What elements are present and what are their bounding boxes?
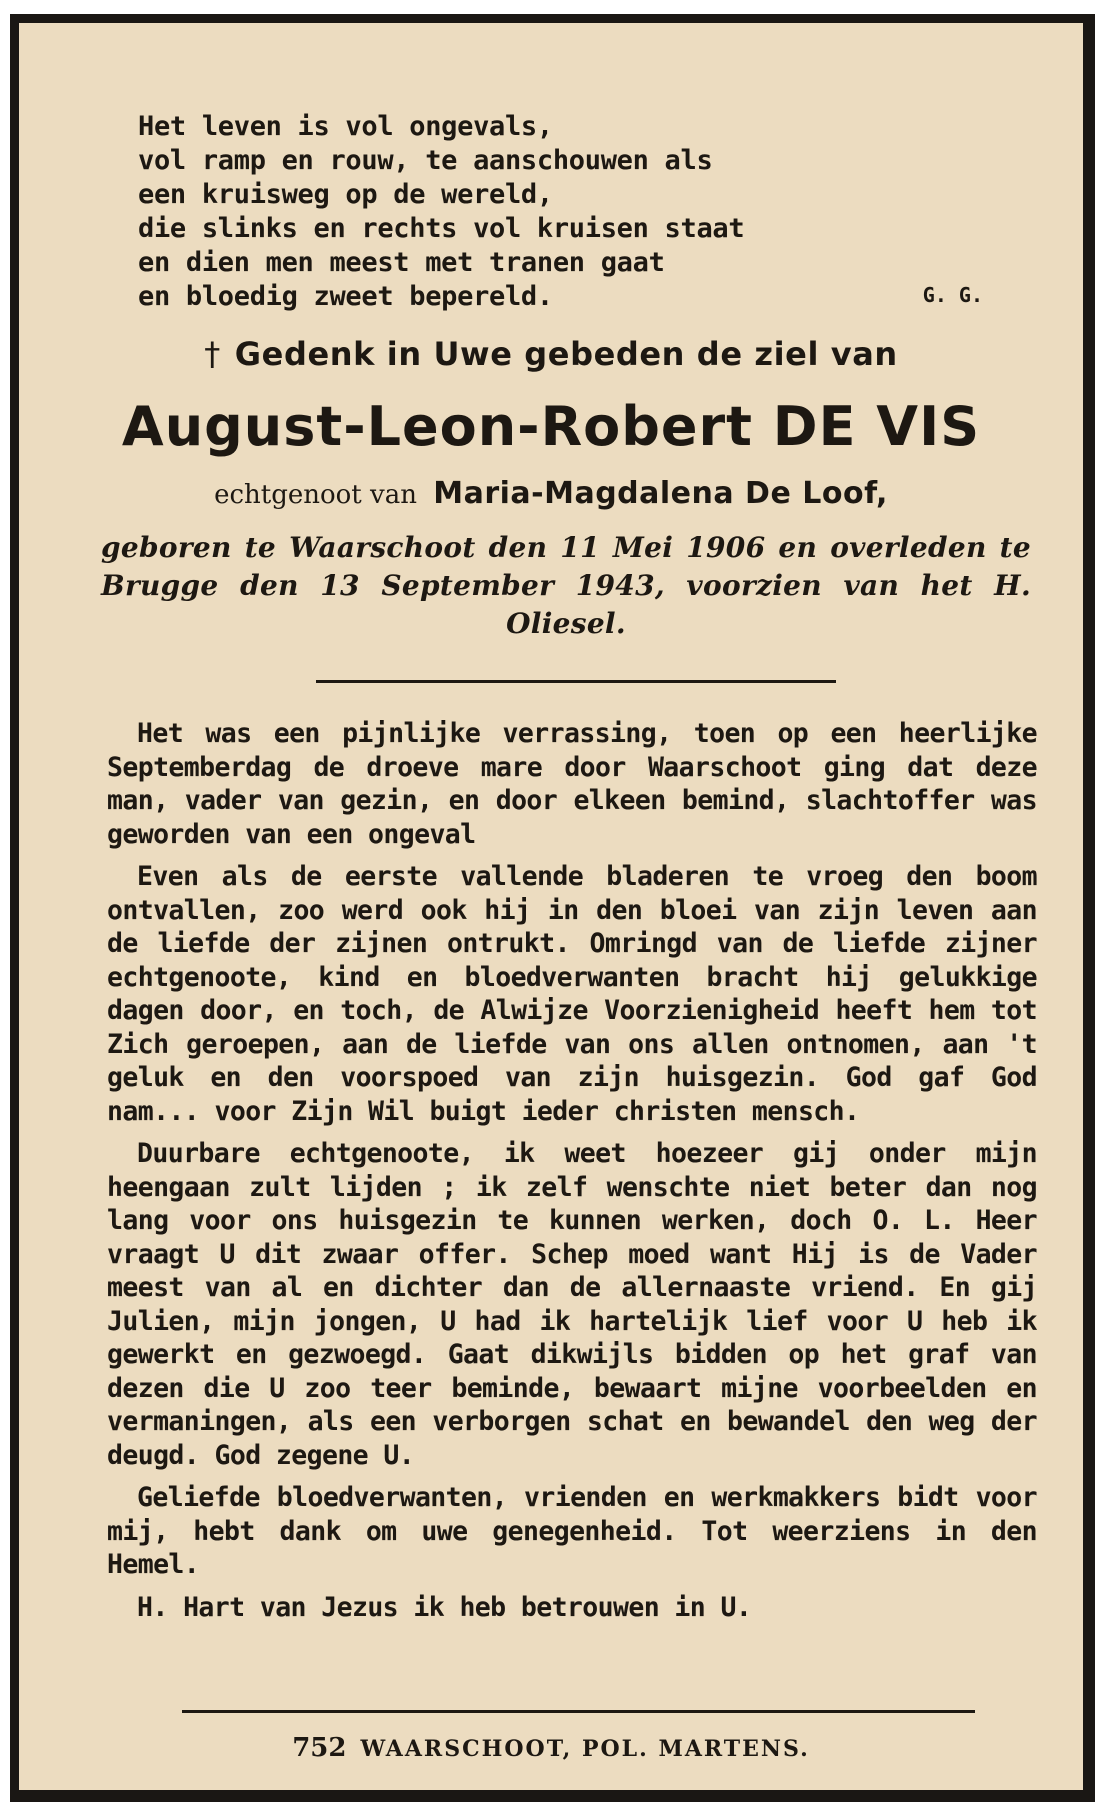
prayer-text: Gedenk in Uwe gebeden de ziel van [234, 335, 898, 373]
bottom-divider [182, 1710, 975, 1713]
poem-line: die slinks en rechts vol kruisen staat [138, 213, 745, 244]
poem-line: vol ramp en rouw, te aanschouwen als [138, 145, 713, 176]
memorial-text [107, 717, 1037, 1633]
poem-signature: G. G. [922, 283, 983, 307]
poem-line: een kruisweg op de wereld, [138, 179, 553, 210]
paragraph: Even als de eerste vallende bladeren te vroeg den boom ontvallen, zoo werd ook hij in den bloei van zijn leven aan de liefde der zijnen ontrukt. Omringd van de liefde zijner echtgenoote, kind en bloedverwanten bracht hij gelukkige dagen door, en toch, de Alwijze Voorzienigheid heeft hem tot Zich geroepen, aan de liefde van ons allen ontnomen, aan 't geluk en den voorspoed van zijn huisgezin. God gaf God nam... voor Zijn Wil buigt ieder christen mensch. [107, 861, 1037, 1127]
prayer-heading [19, 335, 1083, 373]
paragraph: Duurbare echtgenoote, ik weet hoezeer gij onder mijn heengaan zult lijden ; ik zelf wenschte niet beter dan nog lang voor ons huisgezin te kunnen werken, doch O. L. Heer vraagt U dit zwaar offer. Schep moed want Hij is de Vader meest van al en dichter dan de allernaaste vriend. En gij Julien, mijn jongen, U had ik hartelijk lief voor U heb ik gewerkt en gezwoegd. Gaat dikwijls bidden op het graf van dezen die U zoo teer beminde, bewaart mijne voorbeelden en vermaningen, als een verborgen schat en bewandel den weg der deugd. God zegene U. [107, 1138, 1037, 1471]
spouse-line [19, 476, 1083, 511]
paragraph: Geliefde bloedverwanten, vrienden en werkmakkers bidt voor mij, hebt dank om uwe genegenheid. Tot weerziens in den Hemel. [107, 1482, 1037, 1580]
poem-line: Het leven is vol ongevals, [138, 111, 553, 142]
deceased-name: August-Leon-Robert DE VIS [121, 395, 981, 458]
spouse-label: echtgenoot van [214, 480, 417, 510]
memorial-card [10, 14, 1095, 1802]
printer-imprint [19, 1733, 1083, 1763]
paragraph: H. Hart van Jezus ik heb betrouwen in U. [137, 1591, 752, 1623]
printer-number: 752 [292, 1733, 347, 1763]
poem [138, 110, 938, 314]
divider [316, 680, 836, 683]
printer-text: WAARSCHOOT, POL. MARTENS. [360, 1736, 810, 1762]
poem-line: en dien men meest met tranen gaat [138, 247, 665, 278]
spouse-name: Maria-Magdalena De Loof, [433, 476, 888, 511]
cross-icon: † [204, 335, 221, 373]
paragraph: Het was een pijnlijke verrassing, toen op een heerlijke Septemberdag de droeve mare door Waarschoot ging dat deze man, vader van gezin, en door elkeen bemind, slachtoffer was geworden van een ongeval [107, 718, 1037, 850]
birth-death-dates: geboren te Waarschoot den 11 Mei 1906 en overleden te Brugge den 13 September 1943, voorzien van het H. Oliesel. [101, 531, 1031, 640]
poem-line: en bloedig zweet bepereld. [138, 281, 553, 312]
